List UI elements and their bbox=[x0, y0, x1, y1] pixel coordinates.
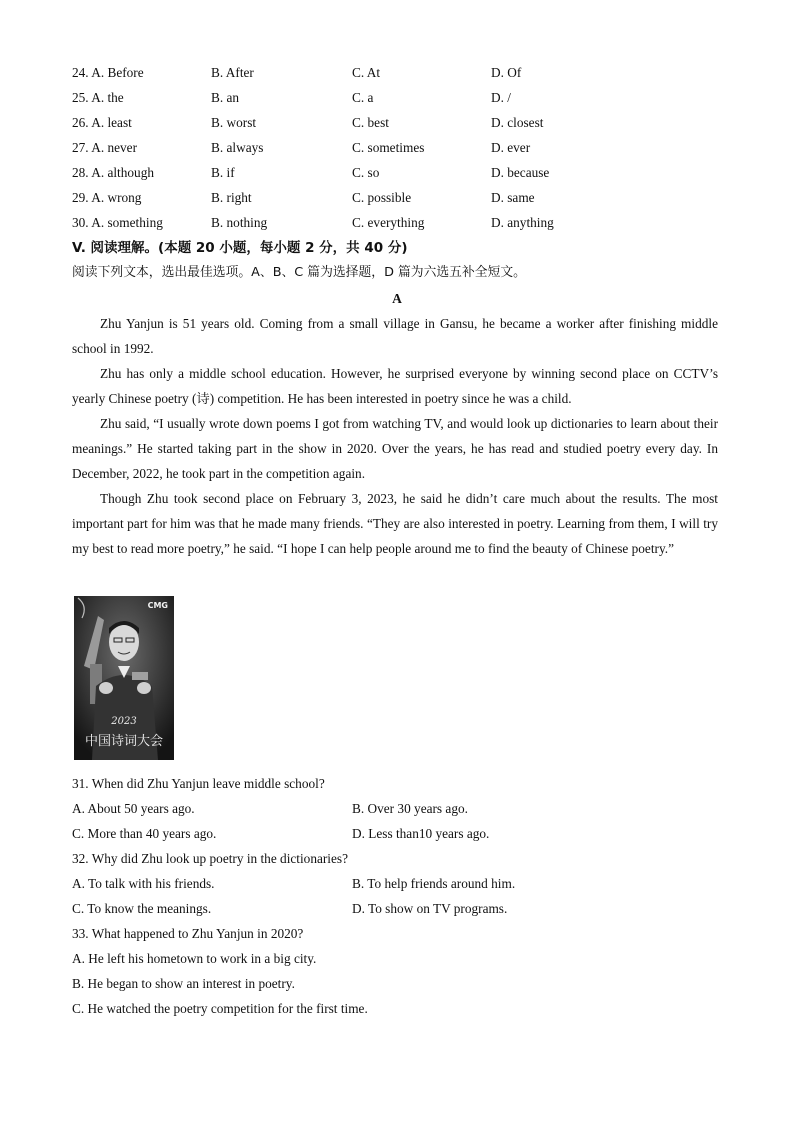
option-a: 30. A. something bbox=[72, 215, 163, 230]
option-d: D. anything bbox=[491, 215, 554, 230]
option-c: C. At bbox=[352, 65, 381, 80]
passage-paragraph: Zhu said, “I usually wrote down poems I got from watching TV, and would look up dictionaries to learn about their meanings.” He started taking part in the show in 2020. Over the years, he has read and studied poetry every day. In December, 2022, he took part in the competition again. bbox=[72, 416, 718, 481]
option-b: B. if bbox=[211, 165, 235, 180]
question-option: D. To show on TV programs. bbox=[352, 901, 508, 916]
question-option: B. Over 30 years ago. bbox=[352, 801, 468, 816]
option-a: 28. A. although bbox=[72, 165, 154, 180]
option-b: B. an bbox=[211, 90, 240, 105]
option-d: D. ever bbox=[491, 140, 531, 155]
passage-paragraph: Zhu has only a middle school education. However, he surprised everyone by winning second place on CCTV’s yearly Chinese poetry (诗) competition. He has been interested in poetry since he was a child. bbox=[72, 366, 718, 406]
option-c: C. possible bbox=[352, 190, 412, 205]
cmg-logo: CMG bbox=[147, 601, 168, 610]
photo-caption: 中国诗词大会 bbox=[84, 734, 163, 749]
option-a: 24. A. Before bbox=[72, 65, 144, 80]
option-d: D. Of bbox=[491, 65, 522, 80]
option-c: C. everything bbox=[352, 215, 425, 230]
question-option: A. About 50 years ago. bbox=[72, 801, 195, 816]
passage-paragraph: Zhu Yanjun is 51 years old. Coming from a small village in Gansu, he became a worker after finishing middle school in 1992. bbox=[72, 316, 718, 356]
question-stem: 33. What happened to Zhu Yanjun in 2020? bbox=[72, 926, 304, 941]
option-c: C. a bbox=[352, 90, 374, 105]
photo-year: 2023 bbox=[111, 716, 137, 727]
option-b: B. right bbox=[211, 190, 252, 205]
question-stem: 31. When did Zhu Yanjun leave middle school? bbox=[72, 776, 325, 791]
question-option: B. To help friends around him. bbox=[352, 876, 516, 891]
option-a: 29. A. wrong bbox=[72, 190, 142, 205]
section-instructions: 阅读下列文本，选出最佳选项。A、B、C 篇为选择题，D 篇为六选五补全短文。 bbox=[72, 265, 526, 280]
option-c: C. best bbox=[352, 115, 389, 130]
passage-label: A bbox=[392, 291, 402, 306]
question-option: A. He left his hometown to work in a big city. bbox=[72, 951, 317, 966]
question-stem: 32. Why did Zhu look up poetry in the dictionaries? bbox=[72, 851, 348, 866]
option-a: 27. A. never bbox=[72, 140, 137, 155]
option-b: B. After bbox=[211, 65, 254, 80]
option-b: B. worst bbox=[211, 115, 257, 130]
question-option: A. To talk with his friends. bbox=[72, 876, 215, 891]
option-b: B. nothing bbox=[211, 215, 268, 230]
option-d: D. because bbox=[491, 165, 550, 180]
section-title: V. 阅读理解。(本题 20 小题，每小题 2 分，共 40 分) bbox=[72, 240, 408, 256]
option-d: D. / bbox=[491, 90, 511, 105]
question-option: C. To know the meanings. bbox=[72, 901, 212, 916]
option-c: C. so bbox=[352, 165, 380, 180]
option-a: 25. A. the bbox=[72, 90, 124, 105]
question-option: C. More than 40 years ago. bbox=[72, 826, 217, 841]
option-d: D. same bbox=[491, 190, 535, 205]
option-b: B. always bbox=[211, 140, 264, 155]
option-c: C. sometimes bbox=[352, 140, 425, 155]
question-option: D. Less than10 years ago. bbox=[352, 826, 490, 841]
question-option: B. He began to show an interest in poetry. bbox=[72, 976, 295, 991]
option-a: 26. A. least bbox=[72, 115, 132, 130]
option-d: D. closest bbox=[491, 115, 544, 130]
passage-paragraph: Though Zhu took second place on February 3, 2023, he said he didn’t care much about the results. The most important part for him was that he made many friends. “They are also interested in poetry. Learning from them, I will try my best to read more poetry,” he said. “I hope I can help people around me to find the beauty of Chinese poetry.” bbox=[72, 491, 718, 556]
passage-photo bbox=[74, 596, 174, 760]
question-option: C. He watched the poetry competition for the first time. bbox=[72, 1001, 368, 1016]
